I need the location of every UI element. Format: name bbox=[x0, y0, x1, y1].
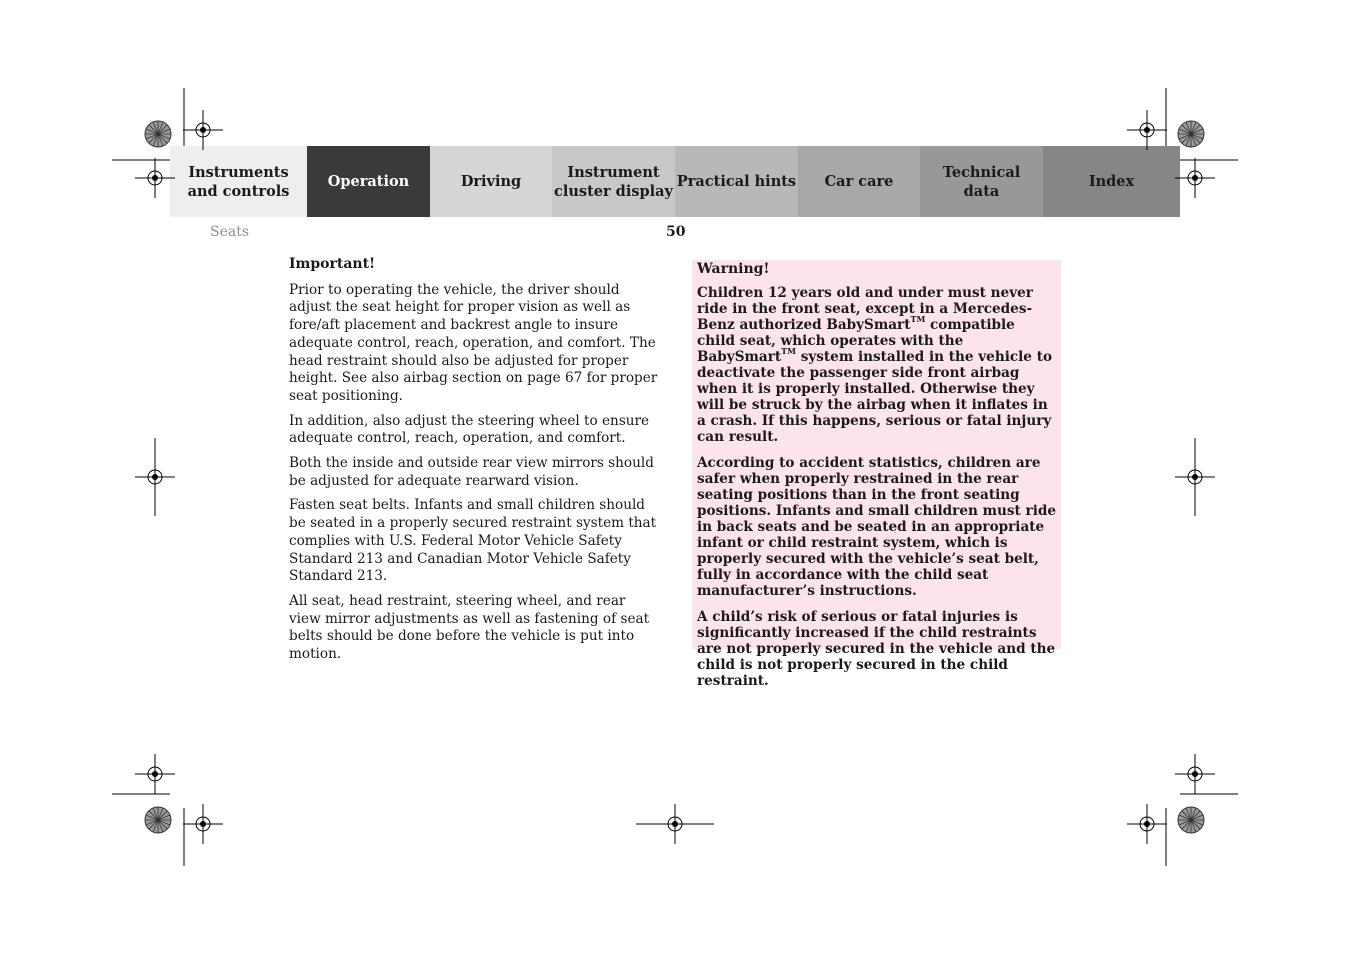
section-title: Seats bbox=[210, 224, 250, 240]
warning-paragraph: According to accident statistics, children are safer when properly restrained in the rear seating positions than in the front seating positions. Infants and small children must ride in back seats and be seated in an appropriate infant or child restraint system, which is properly secured with the vehicle’s seat belt, fully in accordance with the child seat manufacturer’s instructions. bbox=[697, 455, 1057, 599]
warning-text: Children 12 years old and under must never ride in the front seat, except in a Mercedes-Benz authorized BabySmart bbox=[697, 285, 1033, 333]
tab-technical-data[interactable]: Technical data bbox=[920, 146, 1043, 217]
tab-instrument-cluster-display[interactable]: Instrument cluster display bbox=[552, 146, 675, 217]
warning-paragraph bbox=[697, 285, 1057, 445]
warning-heading: Warning! bbox=[697, 261, 770, 277]
page-number: 50 bbox=[666, 224, 686, 240]
important-paragraph: All seat, head restraint, steering wheel, and rear view mirror adjustments as well as fastening of seat belts should be done before the vehicle is put into motion. bbox=[289, 592, 650, 663]
trademark-mark: TM bbox=[910, 314, 926, 325]
tab-instruments-and-controls[interactable]: Instruments and controls bbox=[170, 146, 307, 217]
important-paragraph: Prior to operating the vehicle, the driver should adjust the seat height for proper vision as well as fore/aft placement and backrest angle to insure adequate control, reach, operation, and comfort. The head restraint should also be adjusted for proper height. See also airbag section on page 67 for proper seat positioning. bbox=[289, 281, 658, 404]
warning-text: compatible child seat, which operates with the BabySmart bbox=[697, 317, 1015, 365]
warning-box bbox=[692, 260, 1061, 689]
important-heading: Important! bbox=[289, 256, 376, 272]
tab-index[interactable]: Index bbox=[1043, 146, 1180, 217]
tab-driving[interactable]: Driving bbox=[430, 146, 552, 217]
tab-practical-hints[interactable]: Practical hints bbox=[675, 146, 798, 217]
warning-text: system installed in the vehicle to deactivate the passenger side front airbag when it is properly installed. Otherwise they will be struck by the airbag when it inflates in a crash. If this happens, serious or fatal injury can result. bbox=[697, 349, 1053, 445]
chapter-nav bbox=[170, 146, 1180, 217]
tab-car-care[interactable]: Car care bbox=[798, 146, 920, 217]
tab-operation[interactable]: Operation bbox=[307, 146, 430, 217]
important-paragraph: In addition, also adjust the steering wheel to ensure adequate control, reach, operation, and comfort. bbox=[289, 412, 650, 447]
important-paragraph: Fasten seat belts. Infants and small children should be seated in a properly secured restraint system that complies with U.S. Federal Motor Vehicle Safety Standard 213 and Canadian Motor Vehicle Safety Standard 213. bbox=[289, 497, 657, 585]
trademark-mark: TM bbox=[781, 346, 796, 357]
important-paragraph: Both the inside and outside rear view mirrors should be adjusted for adequate rearward vision. bbox=[289, 455, 654, 489]
important-section bbox=[289, 256, 659, 671]
warning-paragraph: A child’s risk of serious or fatal injuries is significantly increased if the child restraints are not properly secured in the vehicle and the child is not properly secured in the child restraint. bbox=[697, 609, 1056, 689]
